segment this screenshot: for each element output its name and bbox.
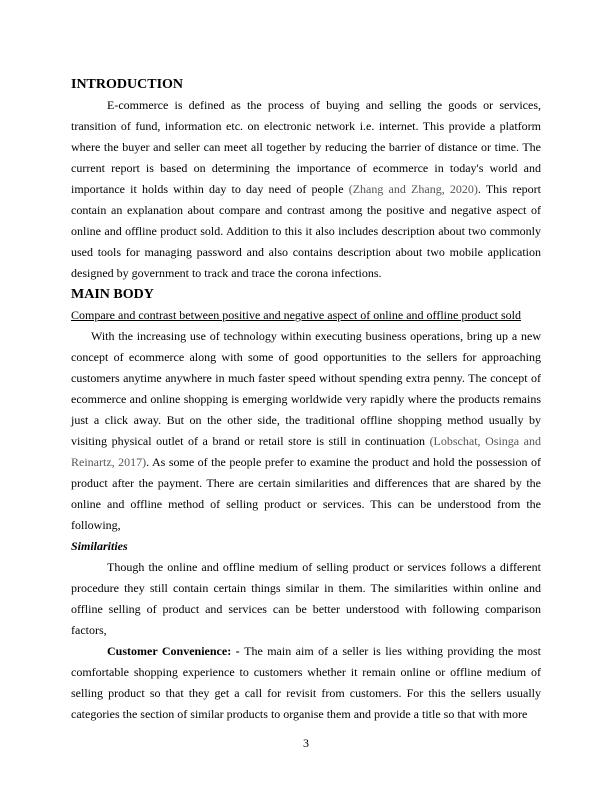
paragraph-text: With the increasing use of technology within executing business operations, bring up a new concept of ecommerce along with some of good opportunities to the sellers for approaching customers anytime anywhere in much faster speed without spending extra penny. The concept of ecommerce and online shopping is emerging worldwide very rapidly where the products remains just a click away. But on the other side, the traditional offline shopping method usually by visiting physical outlet of a brand or retail store is still in continuation: [71, 329, 541, 448]
subheading-similarities: Similarities: [71, 539, 128, 553]
paragraph-similarities: Though the online and offline medium of selling product or services follows a different procedure they still contain certain things similar in them. The similarities within online and offline selling of product and services can be better understood with following comparison factors,: [71, 560, 541, 637]
paragraph-compare-contrast: [71, 326, 541, 536]
paragraph-text: . This report contain an explanation about compare and contrast among the positive and negative aspect of online and offline product sold. Addition to this it also includes description about two commonly used tools for managing password and also contains description about two mobile application designed by government to track and trace the corona infections.: [71, 182, 541, 280]
paragraph-lead-customer-convenience: Customer Convenience: -: [107, 644, 245, 658]
citation-lobschat-2017: (Lobschat, Osinga and Reinartz, 2017): [71, 434, 541, 469]
subheading-compare-contrast: Compare and contrast between positive and negative aspect of online and offline product sold: [71, 308, 521, 322]
paragraph-text: . As some of the people prefer to examine the product and hold the possession of product after the payment. There are certain similarities and differences that are shared by the online and offline method of selling product or services. This can be understood from the following,: [71, 455, 541, 532]
paragraph-text: The main aim of a seller is lies withing providing the most comfortable shopping experience to customers whether it remain online or offline medium of selling product so that they get a call for revisit from customers. For this the sellers usually categories the section of similar products to organise them and provide a title so that with more: [71, 644, 541, 721]
page-number: 3: [303, 736, 309, 750]
paragraph-customer-convenience: [71, 641, 541, 725]
paragraph-introduction: [71, 95, 541, 284]
section-heading-main-body: MAIN BODY: [71, 287, 154, 302]
section-heading-introduction: INTRODUCTION: [71, 77, 184, 92]
citation-zhang-2020: (Zhang and Zhang, 2020): [348, 182, 478, 196]
paragraph-text: E-commerce is defined as the process of buying and selling the goods or services, transition of fund, information etc. on electronic network i.e. internet. This provide a platform where the buyer and seller can meet all together by reducing the barrier of distance or time. The current report is based on determining the importance of ecommerce in today's world and importance it holds within day to day need of people: [71, 98, 541, 196]
